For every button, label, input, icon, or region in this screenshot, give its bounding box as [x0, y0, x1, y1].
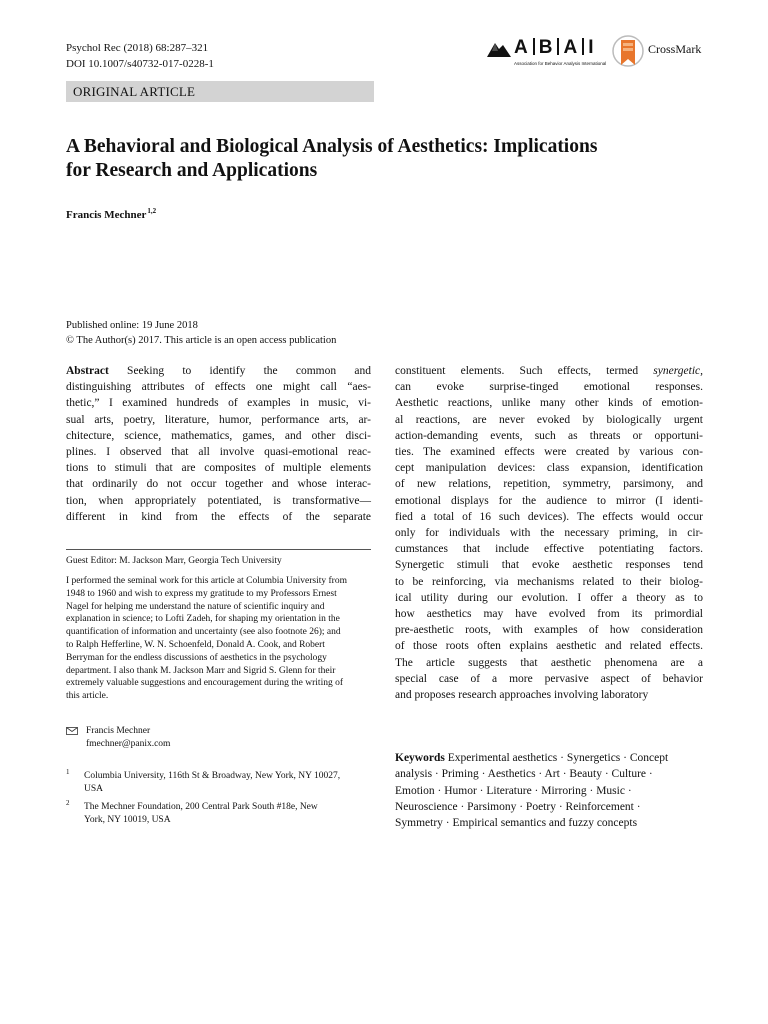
abstract-text: Seeking to identify the common and [108, 365, 371, 377]
journal-citation [66, 40, 214, 72]
abstract-line: fied a total of 16 such devices). The effects would occur [395, 510, 703, 523]
abai-letter: A [563, 37, 579, 58]
abstract-line: of new relations, repetition, symmetry, parsimony, and [395, 478, 703, 491]
abstract-line [395, 363, 703, 379]
abstract-line [66, 363, 371, 379]
abai-letter: B [538, 37, 554, 58]
keywords-line: Emotion · Humor · Literature · Mirroring · Music · [395, 784, 632, 797]
ack-line: Berryman for the endless discussions of aesthetics in the psychology [66, 652, 327, 663]
copyright-notice: © The Author(s) 2017. This article is an open access publication [66, 335, 337, 346]
keywords-block [395, 750, 715, 831]
crossmark-icon[interactable] [612, 31, 644, 71]
abstract-emphasis: synergetic, [653, 365, 703, 377]
abstract-label: Abstract [66, 365, 109, 377]
abai-letter: A [514, 37, 529, 58]
keywords-label: Keywords [395, 752, 445, 764]
abstract-line: cept manipulation devices: class expansion, identification [395, 462, 703, 475]
ack-line: I performed the seminal work for this article at Columbia University from [66, 576, 347, 586]
ack-line: 1948 to 1960 and wish to express my gratitude to my Professors Ernest [66, 588, 337, 599]
abstract-line: ties. The examined effects were created by various con- [395, 446, 703, 459]
abstract-left-column [66, 363, 371, 525]
publication-info [66, 318, 336, 348]
ack-line: Nagel for helping me understand the nature of scientific inquiry and [66, 601, 325, 612]
guest-editor: Guest Editor: M. Jackson Marr, Georgia Tech University [66, 556, 282, 566]
abstract-line: al reactions, are never evoked by biologically urgent [395, 413, 703, 426]
abstract-line: of those roots often explains aesthetic and related effects. [395, 640, 703, 653]
ack-line: extremely valuable suggestions and encouragement during the writing of [66, 678, 344, 689]
author-line [66, 207, 156, 221]
abstract-line: pre-aesthetic roots, with examples of how consideration [395, 624, 703, 637]
keywords-line: Neuroscience · Parsimony · Poetry · Reinforcement · [395, 800, 641, 813]
abstract-line: chitecture, science, mathematics, games, and other disci- [66, 429, 371, 442]
contact-email[interactable]: fmechner@panix.com [86, 739, 171, 749]
ack-line: quantification of information and uncertainty (see also footnote 26); and [66, 627, 341, 638]
affiliation-line: The Mechner Foundation, 200 Central Park South #18e, New [84, 802, 318, 812]
abstract-line: and proposes research approaches involving laboratory [395, 689, 649, 702]
keywords-line: Symmetry · Empirical semantics and fuzzy concepts [395, 817, 638, 830]
abstract-line: Aesthetic reactions, unlike many other kinds of emotion- [395, 397, 703, 410]
abstract-line: different in kind from the effects of the separate [66, 510, 371, 523]
abstract-line: Synergetic stimuli that evoke aesthetic responses tend [395, 559, 703, 572]
abstract-line: thetic,” I examined hundreds of examples in music, vi- [66, 397, 371, 410]
abstract-line: only for individuals with the necessary priming, in cir- [395, 527, 703, 540]
affiliation-number: 1 [66, 768, 70, 776]
ack-line: department. I also thank M. Jackson Marr and Sigrid S. Glenn for their [66, 665, 336, 676]
keywords-line: analysis · Priming · Aesthetics · Art · Beauty · Culture · [395, 768, 653, 781]
footnote-divider [66, 549, 371, 550]
title-line: for Research and Applications [66, 160, 318, 181]
affiliation-number: 2 [66, 799, 70, 807]
ack-line: this article. [66, 691, 109, 702]
author-affiliation-marks: 1,2 [147, 207, 157, 215]
keywords-line [395, 750, 715, 766]
abstract-line: The article suggests that aesthetic phenomena are a [395, 656, 703, 669]
abstract-line: tions to stimuli that are composites of multiple elements [66, 462, 371, 475]
abstract-line: how aesthetics may have evolved from its primordial [395, 608, 703, 621]
published-online: Published online: 19 June 2018 [66, 320, 198, 331]
abai-divider [557, 38, 559, 55]
abstract-line: plines. I observed that all involve quasi-emotional reac- [66, 446, 371, 459]
abstract-line: sual arts, poetry, literature, humor, performance arts, ar- [66, 413, 371, 426]
acknowledgment [66, 575, 374, 703]
title-line: A Behavioral and Biological Analysis of Aesthetics: Implications [66, 136, 598, 157]
affiliation-line: Columbia University, 116th St & Broadway, New York, NY 10027, [84, 771, 341, 781]
journal-line: Psychol Rec (2018) 68:287–321 [66, 42, 209, 54]
affiliation-line: USA [84, 784, 104, 794]
abstract-line: distinguishing attributes of effects one might call “aes- [66, 381, 371, 394]
publisher-logos [486, 31, 736, 75]
abai-letter: I [588, 37, 595, 58]
abai-tagline: Association for Behavior Analysis International [514, 61, 607, 66]
abstract-line: action-demanding events, such as threats or opportuni- [395, 429, 703, 442]
abstract-line: special case of a more pervasive aspect of behavior [395, 672, 703, 685]
abstract-line: to be reinforcing, via mechanisms related to their biolog- [395, 575, 703, 588]
keywords-text: Experimental aesthetics · Synergetics · Concept [447, 752, 669, 764]
abstract-text: constituent elements. Such effects, termed [395, 365, 654, 377]
contact-name: Francis Mechner [86, 726, 151, 736]
author-name[interactable]: Francis Mechner [66, 209, 147, 221]
abstract-right-column [395, 363, 703, 703]
abstract-line: ical utility during our evolution. I offer a theory as to [395, 591, 703, 604]
abai-divider [533, 38, 535, 55]
abstract-line: emotional displays for the audience to mirror (I identi- [395, 494, 703, 507]
article-type-banner: ORIGINAL ARTICLE [66, 81, 374, 102]
abstract-line: can evoke surprise-tinged emotional responses. [395, 381, 703, 394]
envelope-icon [66, 727, 78, 735]
affiliation-line: York, NY 10019, USA [84, 815, 171, 825]
article-title [66, 135, 706, 183]
abstract-line: tion, when appropriately potentiated, is transformative— [66, 494, 371, 507]
abstract-line: cumstances that include effective potentiating factors. [395, 543, 703, 556]
abstract-line: that ordinarily do not occur together and whose interac- [66, 478, 371, 491]
ack-line: to Ralph Hefferline, W. N. Schoenfeld, Donald A. Cook, and Robert [66, 639, 325, 650]
doi-line: DOI 10.1007/s40732-017-0228-1 [66, 58, 214, 70]
crossmark-label[interactable]: CrossMark [648, 42, 702, 56]
abai-divider [582, 38, 584, 55]
abai-wordmark [514, 37, 594, 59]
ack-line: explanation in science; to Lofti Zadeh, for shaping my orientation in the [66, 614, 340, 625]
abai-logo-icon [486, 39, 512, 59]
